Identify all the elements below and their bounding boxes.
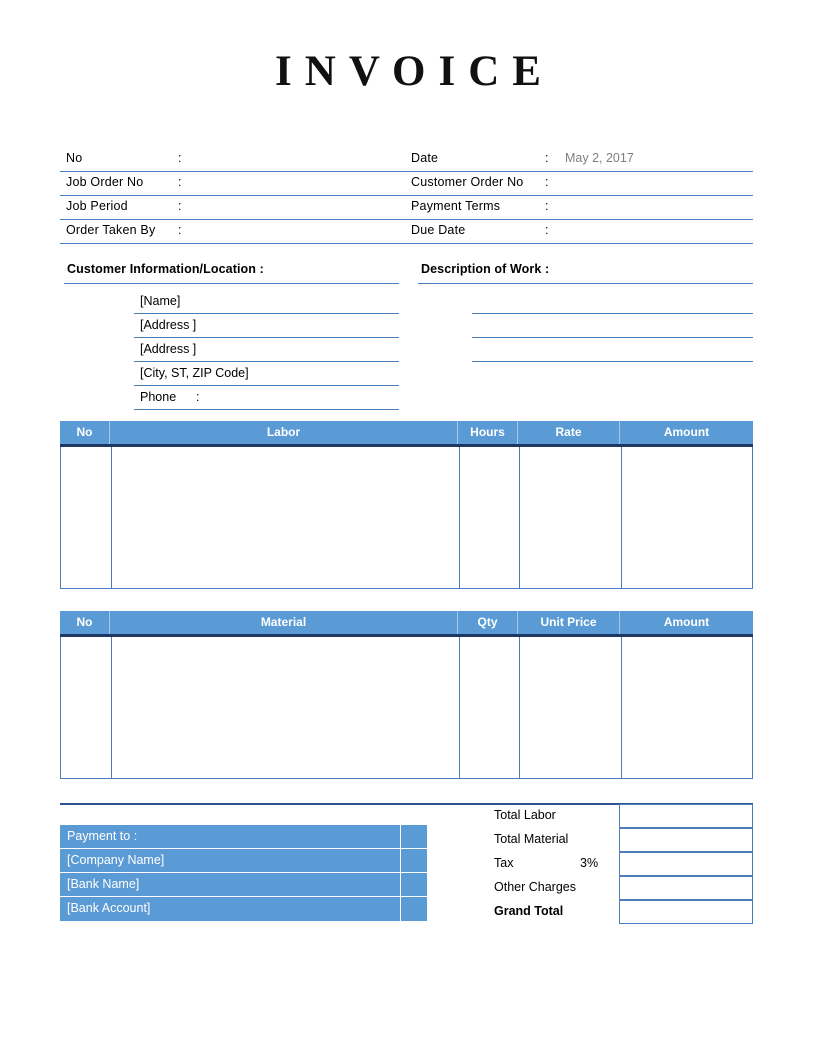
labor-divider-4 [621,447,622,588]
labor-table-body[interactable] [60,447,753,589]
totals-value-other-charges[interactable] [619,876,753,900]
totals-value-tax[interactable] [619,852,753,876]
customer-info-heading: Customer Information/Location : [64,262,399,284]
meta-field-customer-order-no[interactable] [405,172,753,196]
totals-row-total-material [480,828,753,852]
customer-name-text: [Name] [140,294,181,308]
customer-address-1-text: [Address ] [140,318,197,332]
totals-value-total-labor[interactable] [619,804,753,828]
description-of-work-line-1[interactable] [472,290,753,314]
material-table-body[interactable] [60,637,753,779]
totals-label-total-labor: Total Labor [494,808,556,822]
meta-colon-due-date: : [545,223,549,237]
meta-field-job-period[interactable] [60,196,408,220]
meta-field-date[interactable] [405,148,753,172]
labor-divider-1 [111,447,112,588]
payment-bank-name: [Bank Name] [67,877,140,891]
customer-phone-colon: : [196,390,200,404]
material-col-unit-price: Unit Price [518,611,620,634]
meta-colon-customer-order-no: : [545,175,549,189]
meta-field-job-order-no[interactable] [60,172,408,196]
customer-city-state-zip-text: [City, ST, ZIP Code] [140,366,249,380]
labor-col-rate: Rate [518,421,620,444]
meta-colon-no: : [178,151,182,165]
customer-field-city-state-zip[interactable] [134,362,399,386]
meta-label-date: Date [411,151,439,165]
meta-colon-date: : [545,151,549,165]
customer-address-2-text: [Address ] [140,342,197,356]
meta-field-payment-terms[interactable] [405,196,753,220]
totals-label-other-charges: Other Charges [494,880,576,894]
payment-row-bank-account[interactable] [60,897,427,921]
material-divider-3 [519,637,520,778]
payment-row-company[interactable] [60,849,427,873]
material-divider-2 [459,637,460,778]
meta-column-right [405,148,753,244]
payment-bank-account: [Bank Account] [67,901,151,915]
payment-divider-1 [400,849,401,872]
material-table-header [60,611,753,637]
totals-label-total-material: Total Material [494,832,569,846]
meta-field-no[interactable] [60,148,408,172]
meta-label-order-taken-by: Order Taken By [66,223,156,237]
payment-to-label: Payment to : [67,829,138,843]
material-divider-4 [621,637,622,778]
meta-value-date: May 2, 2017 [565,151,634,165]
meta-label-payment-terms: Payment Terms [411,199,501,213]
meta-label-customer-order-no: Customer Order No [411,175,524,189]
totals-tax-rate: 3% [580,856,599,870]
material-col-material: Material [110,611,458,634]
meta-label-no: No [66,151,83,165]
labor-col-labor: Labor [110,421,458,444]
material-divider-1 [111,637,112,778]
description-of-work-line-3[interactable] [472,338,753,362]
customer-field-address-2[interactable] [134,338,399,362]
customer-field-name[interactable] [134,290,399,314]
material-table [60,611,753,779]
material-col-amount: Amount [663,615,710,629]
labor-col-amount: Amount [663,425,710,439]
totals-label-grand-total: Grand Total [494,904,564,918]
page-title: INVOICE [275,48,554,95]
totals-row-total-labor [480,804,753,828]
totals-block [480,804,753,924]
labor-table [60,421,753,589]
labor-divider-3 [519,447,520,588]
totals-label-tax: Tax [494,856,514,870]
totals-row-tax [480,852,753,876]
payment-divider-2 [400,873,401,896]
material-col-no: No [60,611,110,634]
payment-block [60,825,427,921]
meta-colon-payment-terms: : [545,199,549,213]
meta-label-job-period: Job Period [66,199,128,213]
meta-field-due-date[interactable] [405,220,753,244]
totals-row-grand-total [480,900,753,924]
material-col-qty: Qty [458,611,518,634]
meta-label-job-order-no: Job Order No [66,175,144,189]
customer-field-phone[interactable] [134,386,399,410]
labor-col-hours: Hours [458,421,518,444]
labor-table-header [60,421,753,447]
payment-company-name: [Company Name] [67,853,165,867]
payment-row-heading [60,825,427,849]
description-of-work-line-2[interactable] [472,314,753,338]
invoice-meta [60,148,753,244]
meta-column-left [60,148,408,244]
payment-divider-3 [400,897,401,921]
totals-row-other-charges [480,876,753,900]
meta-field-order-taken-by[interactable] [60,220,408,244]
totals-value-grand-total[interactable] [619,900,753,924]
totals-value-total-material[interactable] [619,828,753,852]
meta-colon-order-taken-by: : [178,223,182,237]
customer-field-address-1[interactable] [134,314,399,338]
meta-colon-job-order-no: : [178,175,182,189]
meta-label-due-date: Due Date [411,223,466,237]
payment-row-bank-name[interactable] [60,873,427,897]
labor-col-no: No [60,421,110,444]
labor-divider-2 [459,447,460,588]
customer-phone-label: Phone [140,390,177,404]
meta-colon-job-period: : [178,199,182,213]
payment-divider-0 [400,825,401,848]
description-of-work-heading: Description of Work : [418,262,753,284]
